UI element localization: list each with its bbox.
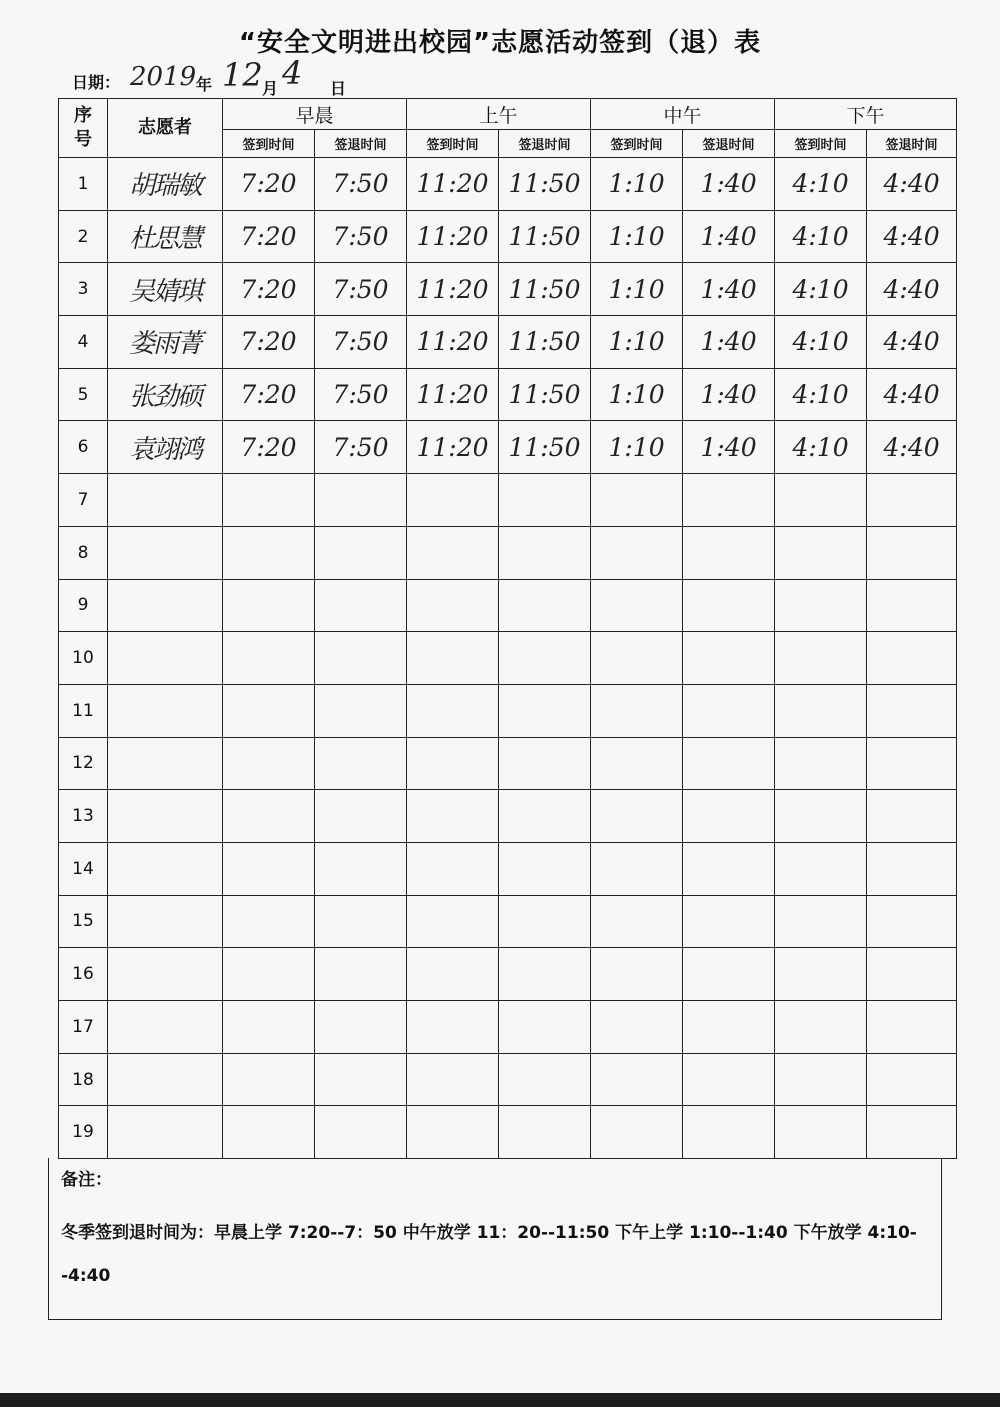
row-index: 14 bbox=[59, 842, 108, 895]
sign-out-time bbox=[867, 579, 957, 632]
volunteer-name bbox=[108, 1053, 223, 1106]
sign-out-time bbox=[683, 895, 775, 948]
sign-in-time bbox=[223, 684, 315, 737]
sign-out-header: 签退时间 bbox=[315, 130, 407, 158]
sign-out-time bbox=[867, 632, 957, 685]
sign-in-time bbox=[775, 1001, 867, 1054]
sign-in-time bbox=[223, 526, 315, 579]
row-index: 5 bbox=[59, 368, 108, 421]
sign-out-time bbox=[683, 1053, 775, 1106]
sign-out-header: 签退时间 bbox=[499, 130, 591, 158]
sign-in-time: 11:20 bbox=[407, 210, 499, 263]
sign-out-time bbox=[499, 842, 591, 895]
sign-in-time bbox=[591, 526, 683, 579]
table-row bbox=[59, 263, 957, 316]
date-month-label: 月 bbox=[262, 79, 279, 98]
date-year-label: 年 bbox=[196, 75, 213, 94]
sign-out-time bbox=[867, 737, 957, 790]
volunteer-name: 吴婧琪 bbox=[108, 263, 223, 316]
row-index: 7 bbox=[59, 474, 108, 527]
sign-out-time bbox=[499, 474, 591, 527]
sign-out-time bbox=[499, 526, 591, 579]
sign-out-time bbox=[499, 895, 591, 948]
sign-out-time bbox=[315, 684, 407, 737]
volunteer-name: 杜思慧 bbox=[108, 210, 223, 263]
sign-in-time: 1:10 bbox=[591, 421, 683, 474]
sign-in-time bbox=[775, 632, 867, 685]
sign-in-time bbox=[775, 790, 867, 843]
sign-in-time: 1:10 bbox=[591, 263, 683, 316]
sign-out-time bbox=[315, 737, 407, 790]
sign-in-time bbox=[775, 842, 867, 895]
table-row bbox=[59, 790, 957, 843]
sign-in-time bbox=[407, 579, 499, 632]
volunteer-name: 张劲硕 bbox=[108, 368, 223, 421]
sign-out-time bbox=[315, 526, 407, 579]
sign-out-time: 1:40 bbox=[683, 316, 775, 369]
sign-out-time bbox=[683, 632, 775, 685]
sign-out-time bbox=[315, 579, 407, 632]
sign-out-time bbox=[315, 474, 407, 527]
sign-out-time: 1:40 bbox=[683, 421, 775, 474]
table-row bbox=[59, 579, 957, 632]
sign-out-time bbox=[683, 737, 775, 790]
table-row bbox=[59, 210, 957, 263]
sign-in-time: 11:20 bbox=[407, 316, 499, 369]
sign-out-time bbox=[683, 948, 775, 1001]
date-month: 12 bbox=[222, 56, 263, 94]
sign-out-time: 7:50 bbox=[315, 158, 407, 211]
volunteer-name bbox=[108, 526, 223, 579]
document-title: “安全文明进出校园”志愿活动签到（退）表 bbox=[238, 28, 762, 58]
sign-out-time: 7:50 bbox=[315, 368, 407, 421]
sign-out-time: 7:50 bbox=[315, 316, 407, 369]
sign-in-time: 1:10 bbox=[591, 368, 683, 421]
sign-out-time: 7:50 bbox=[315, 210, 407, 263]
sign-in-time bbox=[591, 474, 683, 527]
sign-out-time bbox=[867, 790, 957, 843]
sign-out-time bbox=[315, 1106, 407, 1159]
row-index: 2 bbox=[59, 210, 108, 263]
table-row bbox=[59, 316, 957, 369]
sign-out-time: 1:40 bbox=[683, 263, 775, 316]
sign-in-time bbox=[407, 895, 499, 948]
sign-in-time bbox=[223, 842, 315, 895]
sign-in-time bbox=[407, 737, 499, 790]
sign-in-time bbox=[407, 1001, 499, 1054]
sign-in-time bbox=[407, 790, 499, 843]
sign-in-time bbox=[591, 684, 683, 737]
sign-out-time: 4:40 bbox=[867, 316, 957, 369]
date-day-label: 日 bbox=[330, 79, 347, 98]
sign-out-time bbox=[683, 1001, 775, 1054]
sign-out-time: 11:50 bbox=[499, 316, 591, 369]
sign-in-time: 11:20 bbox=[407, 421, 499, 474]
volunteer-name bbox=[108, 790, 223, 843]
row-index: 15 bbox=[59, 895, 108, 948]
sign-in-time bbox=[591, 1053, 683, 1106]
table-row bbox=[59, 895, 957, 948]
sign-in-time bbox=[775, 526, 867, 579]
volunteer-name bbox=[108, 842, 223, 895]
sign-in-time bbox=[223, 790, 315, 843]
sign-out-time bbox=[867, 526, 957, 579]
period-header-afternoon: 下午 bbox=[775, 99, 957, 130]
sign-in-time bbox=[775, 948, 867, 1001]
volunteer-name bbox=[108, 948, 223, 1001]
sign-in-time: 1:10 bbox=[591, 210, 683, 263]
period-header-forenoon: 上午 bbox=[407, 99, 591, 130]
sign-out-time bbox=[315, 842, 407, 895]
table-row bbox=[59, 684, 957, 737]
row-index: 6 bbox=[59, 421, 108, 474]
sign-in-time bbox=[775, 895, 867, 948]
sign-in-time bbox=[775, 579, 867, 632]
sign-in-time bbox=[591, 632, 683, 685]
sign-out-time bbox=[683, 684, 775, 737]
row-index: 8 bbox=[59, 526, 108, 579]
volunteer-name bbox=[108, 737, 223, 790]
sign-out-time: 7:50 bbox=[315, 263, 407, 316]
sign-out-time: 11:50 bbox=[499, 263, 591, 316]
sign-out-time bbox=[315, 948, 407, 1001]
sign-in-time bbox=[591, 895, 683, 948]
table-row bbox=[59, 474, 957, 527]
date-day: 4 bbox=[282, 54, 303, 92]
sign-in-time bbox=[775, 1106, 867, 1159]
sign-out-time bbox=[499, 684, 591, 737]
sign-in-time bbox=[775, 1053, 867, 1106]
notes-label: 备注： bbox=[61, 1170, 112, 1190]
sign-in-time bbox=[591, 948, 683, 1001]
sign-in-time: 4:10 bbox=[775, 421, 867, 474]
volunteer-name: 娄雨菁 bbox=[108, 316, 223, 369]
sign-out-time bbox=[499, 948, 591, 1001]
table-row bbox=[59, 1053, 957, 1106]
sign-out-time bbox=[867, 895, 957, 948]
sign-in-time bbox=[407, 526, 499, 579]
volunteer-header: 志愿者 bbox=[108, 99, 223, 158]
row-index: 3 bbox=[59, 263, 108, 316]
sign-out-time: 11:50 bbox=[499, 421, 591, 474]
sign-out-time bbox=[867, 1001, 957, 1054]
period-header-noon: 中午 bbox=[591, 99, 775, 130]
sign-out-time: 11:50 bbox=[499, 368, 591, 421]
sign-out-time: 11:50 bbox=[499, 210, 591, 263]
sign-out-header: 签退时间 bbox=[867, 130, 957, 158]
sign-in-time bbox=[591, 842, 683, 895]
sign-in-time bbox=[407, 1053, 499, 1106]
sign-out-time: 4:40 bbox=[867, 158, 957, 211]
sign-out-time bbox=[683, 474, 775, 527]
volunteer-name bbox=[108, 474, 223, 527]
row-index: 10 bbox=[59, 632, 108, 685]
sign-out-time: 4:40 bbox=[867, 421, 957, 474]
sign-out-time bbox=[499, 1001, 591, 1054]
sign-out-time bbox=[499, 737, 591, 790]
sign-in-time bbox=[223, 948, 315, 1001]
sign-out-time: 1:40 bbox=[683, 210, 775, 263]
volunteer-name: 袁翊鸿 bbox=[108, 421, 223, 474]
sign-out-time bbox=[683, 842, 775, 895]
sign-in-time: 1:10 bbox=[591, 316, 683, 369]
table-row bbox=[59, 737, 957, 790]
sign-out-time bbox=[499, 579, 591, 632]
sign-out-time: 1:40 bbox=[683, 158, 775, 211]
sign-in-time bbox=[775, 684, 867, 737]
sign-in-time bbox=[407, 1106, 499, 1159]
sign-in-time: 7:20 bbox=[223, 263, 315, 316]
volunteer-name bbox=[108, 895, 223, 948]
sign-in-time bbox=[407, 842, 499, 895]
sign-in-header: 签到时间 bbox=[223, 130, 315, 158]
volunteer-name bbox=[108, 684, 223, 737]
sign-in-time: 7:20 bbox=[223, 210, 315, 263]
sign-in-time bbox=[591, 1001, 683, 1054]
table-row bbox=[59, 632, 957, 685]
sign-in-time: 11:20 bbox=[407, 158, 499, 211]
sign-out-time bbox=[683, 790, 775, 843]
sign-out-time: 11:50 bbox=[499, 158, 591, 211]
sign-in-time: 4:10 bbox=[775, 158, 867, 211]
sign-in-time bbox=[775, 737, 867, 790]
sign-in-time bbox=[407, 948, 499, 1001]
row-index: 1 bbox=[59, 158, 108, 211]
sign-in-time: 4:10 bbox=[775, 316, 867, 369]
sign-in-time: 4:10 bbox=[775, 263, 867, 316]
sign-out-time: 4:40 bbox=[867, 368, 957, 421]
sign-out-time bbox=[683, 1106, 775, 1159]
sign-out-time bbox=[867, 474, 957, 527]
date-label: 日期： bbox=[72, 73, 121, 92]
row-index: 16 bbox=[59, 948, 108, 1001]
index-header bbox=[59, 99, 108, 158]
table-row bbox=[59, 1001, 957, 1054]
table-row bbox=[59, 842, 957, 895]
sign-in-time bbox=[407, 474, 499, 527]
table-row bbox=[59, 948, 957, 1001]
row-index: 17 bbox=[59, 1001, 108, 1054]
sign-in-time bbox=[223, 1053, 315, 1106]
sign-out-time bbox=[867, 1053, 957, 1106]
scan-edge bbox=[0, 1393, 1000, 1407]
period-header-morning: 早晨 bbox=[223, 99, 407, 130]
sign-in-header: 签到时间 bbox=[591, 130, 683, 158]
volunteer-name: 胡瑞敏 bbox=[108, 158, 223, 211]
sign-in-time bbox=[223, 895, 315, 948]
sign-in-time bbox=[223, 1106, 315, 1159]
row-index: 9 bbox=[59, 579, 108, 632]
sign-out-time: 4:40 bbox=[867, 263, 957, 316]
sign-in-time: 7:20 bbox=[223, 421, 315, 474]
sign-out-time bbox=[683, 579, 775, 632]
sign-in-time: 7:20 bbox=[223, 158, 315, 211]
table-row bbox=[59, 368, 957, 421]
sign-in-time bbox=[775, 474, 867, 527]
sign-out-time bbox=[499, 1106, 591, 1159]
row-index: 11 bbox=[59, 684, 108, 737]
sign-in-time: 7:20 bbox=[223, 368, 315, 421]
sign-out-time bbox=[315, 790, 407, 843]
sign-in-time bbox=[223, 737, 315, 790]
sign-in-time bbox=[591, 790, 683, 843]
sign-in-header: 签到时间 bbox=[407, 130, 499, 158]
sign-in-time bbox=[591, 1106, 683, 1159]
table-row bbox=[59, 158, 957, 211]
sign-in-time: 4:10 bbox=[775, 368, 867, 421]
index-header-bottom: 号 bbox=[74, 129, 92, 150]
row-index: 12 bbox=[59, 737, 108, 790]
sign-out-time bbox=[315, 895, 407, 948]
sign-in-time: 4:10 bbox=[775, 210, 867, 263]
volunteer-name bbox=[108, 579, 223, 632]
sign-out-time: 7:50 bbox=[315, 421, 407, 474]
sign-in-time bbox=[591, 737, 683, 790]
row-index: 19 bbox=[59, 1106, 108, 1159]
sign-in-time bbox=[223, 474, 315, 527]
sign-in-time bbox=[223, 1001, 315, 1054]
notes-box bbox=[48, 1158, 942, 1320]
date-year: 2019 bbox=[130, 62, 197, 92]
sign-in-time bbox=[407, 684, 499, 737]
sign-in-time: 1:10 bbox=[591, 158, 683, 211]
sign-out-time bbox=[683, 526, 775, 579]
table-row bbox=[59, 526, 957, 579]
table-row bbox=[59, 1106, 957, 1159]
sign-out-time bbox=[867, 948, 957, 1001]
sign-out-time bbox=[315, 632, 407, 685]
row-index: 13 bbox=[59, 790, 108, 843]
sign-out-header: 签退时间 bbox=[683, 130, 775, 158]
sign-out-time bbox=[867, 842, 957, 895]
sign-in-time: 11:20 bbox=[407, 368, 499, 421]
index-header-top: 序 bbox=[74, 105, 92, 126]
sign-in-time: 7:20 bbox=[223, 316, 315, 369]
notes-text: 冬季签到退时间为：早晨上学 7:20--7：50 中午放学 11：20--11:50 下午上学 1:10--1:40 下午放学 4:10--4:40 bbox=[61, 1223, 917, 1286]
volunteer-name bbox=[108, 1106, 223, 1159]
sign-in-time bbox=[591, 579, 683, 632]
row-index: 4 bbox=[59, 316, 108, 369]
volunteer-name bbox=[108, 1001, 223, 1054]
sign-in-time bbox=[223, 632, 315, 685]
sign-out-time bbox=[499, 632, 591, 685]
sign-in-table bbox=[58, 98, 957, 1159]
sign-out-time: 1:40 bbox=[683, 368, 775, 421]
row-index: 18 bbox=[59, 1053, 108, 1106]
sign-out-time bbox=[499, 1053, 591, 1106]
sign-out-time bbox=[867, 684, 957, 737]
sign-out-time bbox=[315, 1053, 407, 1106]
sign-out-time bbox=[499, 790, 591, 843]
volunteer-name bbox=[108, 632, 223, 685]
table-row bbox=[59, 421, 957, 474]
sign-in-time bbox=[407, 632, 499, 685]
sign-in-time bbox=[223, 579, 315, 632]
sign-in-header: 签到时间 bbox=[775, 130, 867, 158]
table-body bbox=[59, 158, 957, 1159]
sign-out-time bbox=[867, 1106, 957, 1159]
sign-out-time: 4:40 bbox=[867, 210, 957, 263]
sign-out-time bbox=[315, 1001, 407, 1054]
sign-in-time: 11:20 bbox=[407, 263, 499, 316]
